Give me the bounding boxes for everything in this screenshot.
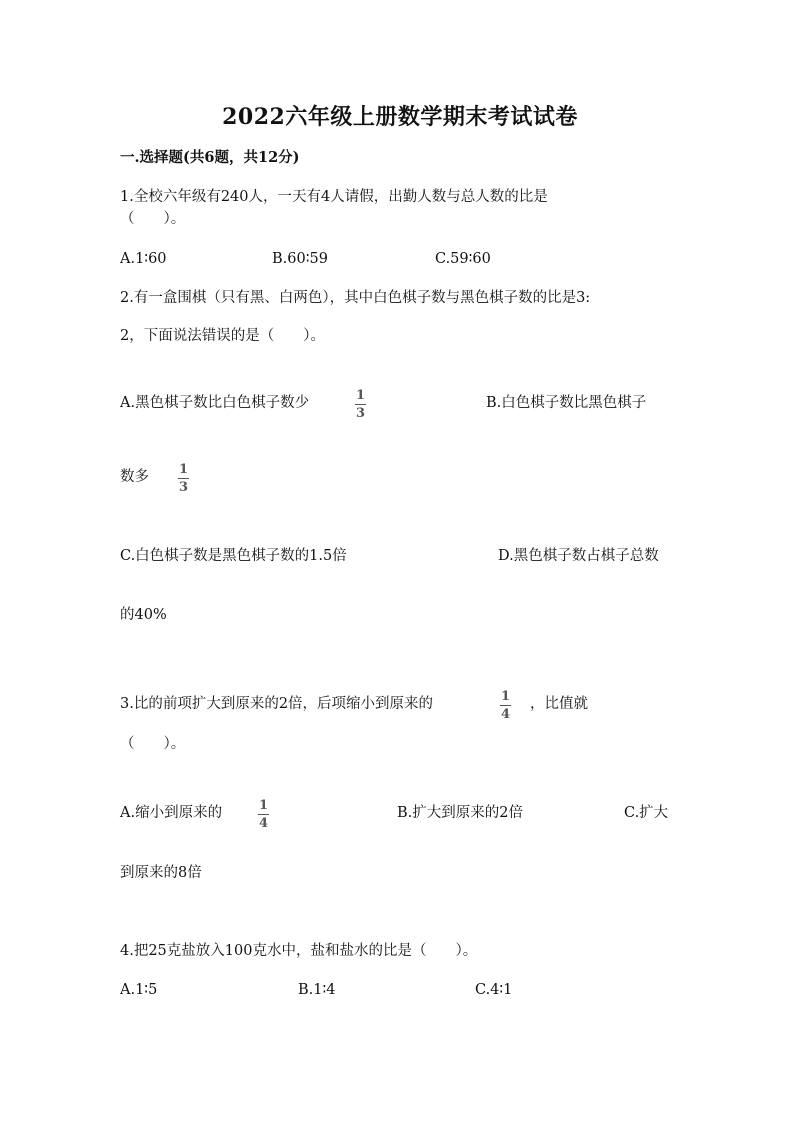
fraction-bar: [178, 478, 189, 479]
question-4-stem: 4.把25克盐放入100克水中，盐和盐水的比是（ ）。: [120, 943, 478, 959]
question-2-option-c: C.白色棋子数是黑色棋子数的1.5倍: [120, 548, 347, 564]
fraction-one-quarter: [499, 690, 512, 721]
fraction-one-third: [354, 389, 367, 420]
fraction-numerator: 1: [356, 388, 366, 403]
fraction-denominator: 3: [179, 480, 189, 495]
fraction-numerator: 1: [179, 462, 189, 477]
question-2-option-a: A.黑色棋子数比白色棋子数少: [120, 395, 310, 411]
question-2-stem-cont: 2，下面说法错误的是（ ）。: [120, 328, 325, 344]
question-3-option-c-cont: 到原来的8倍: [120, 865, 202, 881]
question-2-option-b-cont: 数多: [120, 469, 149, 485]
question-3-stem: 3.比的前项扩大到原来的2倍，后项缩小到原来的: [120, 696, 434, 712]
fraction-denominator: 4: [259, 816, 269, 831]
fraction-bar: [355, 404, 366, 405]
question-2-stem: 2.有一盒围棋（只有黑、白两色），其中白色棋子数与黑色棋子数的比是3:: [120, 290, 591, 306]
question-4-option-a: A.1∶5: [120, 982, 158, 998]
fraction-bar: [258, 814, 269, 815]
question-4-option-c: C.4∶1: [475, 982, 513, 998]
question-1-option-b: B.60∶59: [272, 251, 328, 267]
question-1-stem-cont: （ ）。: [120, 211, 186, 227]
question-3-option-c: C.扩大: [624, 805, 669, 821]
fraction-denominator: 4: [501, 707, 511, 722]
question-2-option-d-cont: 的40%: [120, 607, 167, 623]
fraction-numerator: 1: [501, 689, 511, 704]
question-2-option-b: B.白色棋子数比黑色棋子: [486, 395, 647, 411]
question-3-stem-end: ，比值就: [530, 696, 588, 712]
question-1-option-c: C.59∶60: [435, 251, 491, 267]
question-1-option-a: A.1∶60: [120, 251, 167, 267]
page-title: 2022六年级上册数学期末考试试卷: [222, 104, 578, 130]
question-3-option-a: A.缩小到原来的: [120, 805, 223, 821]
question-3-option-b: B.扩大到原来的2倍: [397, 805, 523, 821]
question-4-option-b: B.1∶4: [298, 982, 336, 998]
fraction-denominator: 3: [356, 406, 366, 421]
section-heading: 一.选择题(共6题，共12分): [120, 149, 300, 166]
question-2-option-d: D.黑色棋子数占棋子总数: [498, 548, 659, 564]
question-1-stem: 1.全校六年级有240人，一天有4人请假，出勤人数与总人数的比是: [120, 189, 548, 205]
fraction-one-quarter: [257, 799, 270, 830]
fraction-numerator: 1: [259, 798, 269, 813]
question-3-stem-cont: （ ）。: [120, 736, 186, 752]
fraction-bar: [500, 705, 511, 706]
fraction-one-third: [177, 463, 190, 494]
